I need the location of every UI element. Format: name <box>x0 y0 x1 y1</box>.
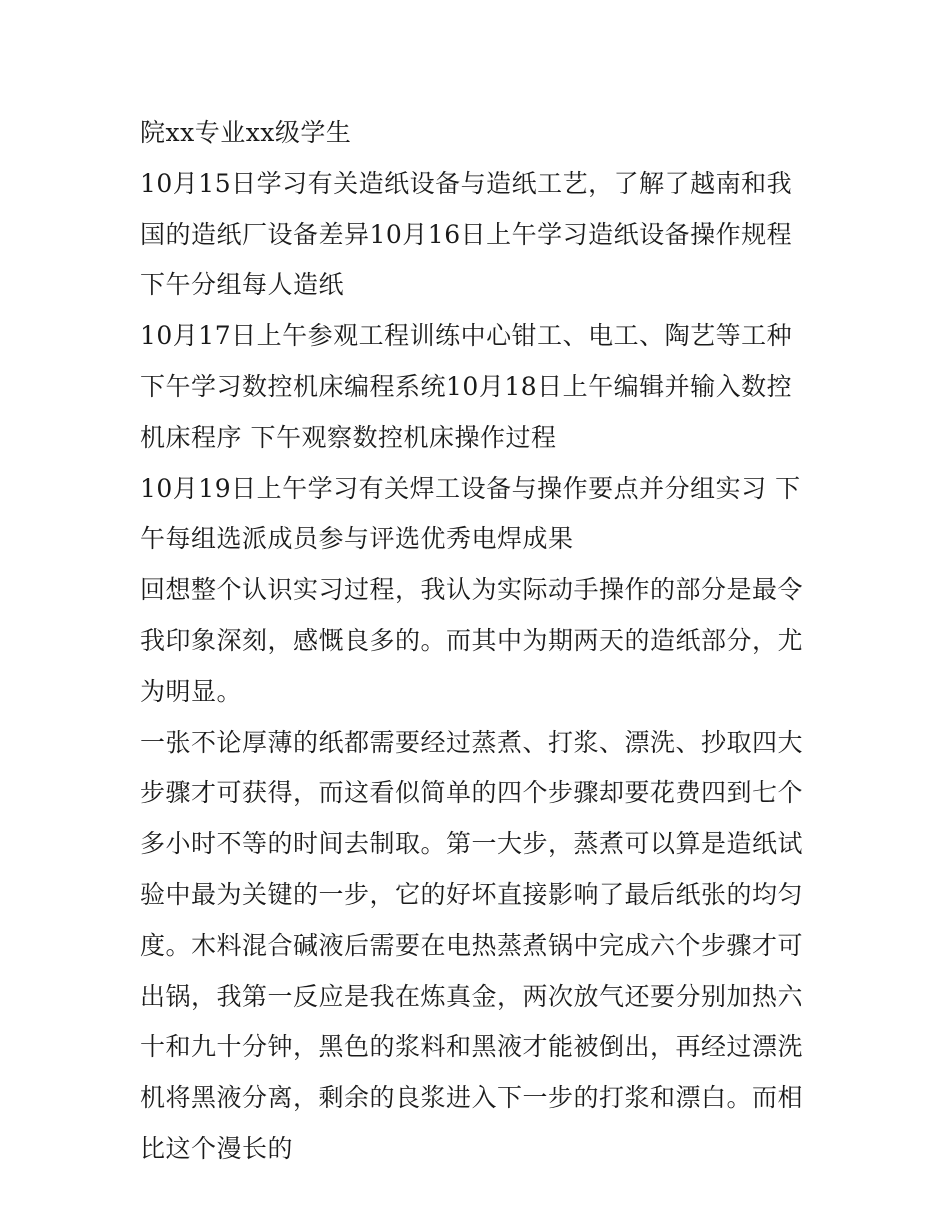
paragraph-papermaking-steps: 一张不论厚薄的纸都需要经过蒸煮、打浆、漂洗、抄取四大步骤才可获得，而这看似简单的四个步骤却要花费四到七个多小时不等的时间去制取。第一大步，蒸煮可以算是造纸试验中最为关键的一步，它的好坏直接影响了最后纸张的均匀度。木料混合碱液后需要在电热蒸煮锅中完成六个步骤才可出锅，我第一反应是我在炼真金，两次放气还要分别加热六十和九十分钟，黑色的浆料和黑液才能被倒出，再经过漂洗机将黑液分离，剩余的良浆进入下一步的打浆和漂白。而相比这个漫长的 <box>140 727 804 1163</box>
paragraph-oct-17-18: 10月17日上午参观工程训练中心钳工、电工、陶艺等工种 下午学习数控机床编程系统10月18日上午编辑并输入数控机床程序 下午观察数控机床操作过程 <box>140 321 793 452</box>
paragraph-student-info: 院xx专业xx级学生 <box>140 118 352 147</box>
paragraph-oct-15-16: 10月15日学习有关造纸设备与造纸工艺，了解了越南和我国的造纸厂设备差异10月16日上午学习造纸设备操作规程 下午分组每人造纸 <box>140 168 793 300</box>
paragraph-reflection: 回想整个认识实习过程，我认为实际动手操作的部分是最令我印象深刻，感慨良多的。而其中为期两天的造纸部分，尤为明显。 <box>140 575 804 706</box>
document-body <box>140 108 815 1175</box>
paragraph-oct-19: 10月19日上午学习有关焊工设备与操作要点并分组实习 下午每组选派成员参与评选优秀电焊成果 <box>140 473 801 554</box>
